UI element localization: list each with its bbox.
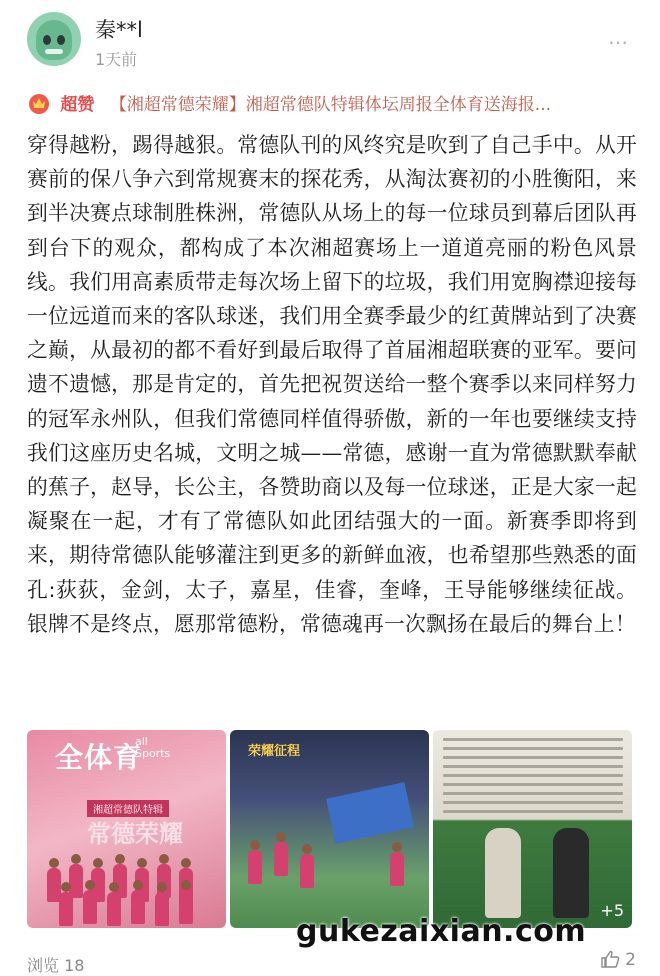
topic-tag: 超赞: [60, 95, 95, 115]
post-header: [0, 0, 660, 80]
player: [131, 890, 145, 924]
coach-figure: [485, 828, 521, 918]
image-magazine-spread[interactable]: [230, 730, 429, 928]
post-time: 1天前: [95, 50, 138, 69]
player-figure: [553, 828, 589, 918]
team-photo: [37, 838, 217, 924]
player: [390, 852, 404, 886]
image-grid: [27, 730, 633, 928]
watermark: gukezaixian.com: [296, 914, 587, 949]
like-button[interactable]: [600, 950, 636, 970]
player: [274, 842, 288, 876]
magazine-subtitle: [135, 736, 170, 760]
player: [59, 892, 73, 926]
view-count: 浏览 18: [27, 956, 85, 975]
avatar-eye: [43, 35, 51, 45]
image-magazine-cover[interactable]: [27, 730, 226, 928]
avatar-face: [36, 20, 72, 60]
crown-icon: [27, 91, 51, 115]
user-avatar[interactable]: [27, 12, 81, 66]
avatar-mouth: [45, 49, 63, 54]
magazine-headline: 常德荣耀: [87, 820, 183, 848]
article-text-block: [443, 738, 623, 819]
player: [300, 854, 314, 888]
post-footer: [0, 945, 660, 976]
more-images-count[interactable]: +5: [600, 901, 624, 920]
username[interactable]: 秦**l: [95, 18, 143, 42]
image-magazine-page[interactable]: [433, 730, 632, 928]
player: [179, 890, 193, 924]
magazine-label: 湘超常德队特辑: [87, 800, 169, 817]
magazine-title: 全体育: [55, 741, 143, 774]
topic-link[interactable]: 【湘超常德荣耀】湘超常德队特辑体坛周报全体育送海报...: [109, 95, 552, 115]
player: [248, 850, 262, 884]
team-flag: [326, 782, 414, 844]
topic-row[interactable]: [27, 90, 637, 120]
thumbs-up-icon: [600, 950, 620, 968]
more-options-icon[interactable]: ⋯: [608, 30, 630, 54]
magazine-sub-line: all: [135, 735, 148, 748]
like-count: 2: [625, 950, 636, 970]
avatar-eye: [57, 35, 65, 45]
spread-title: 荣耀征程: [248, 744, 301, 759]
magazine-sub-line: Sports: [135, 747, 171, 760]
player: [155, 892, 169, 926]
post-body: 穿得越粉，踢得越狠。常德队刊的风终究是吹到了自己手中。从开赛前的保八争六到常规赛末的探花秀，从淘汰赛初的小胜衡阳，来到半决赛点球制胜株洲，常德队从场上的每一位球员到幕后团队再到台下的观众，都构成了本次湘超赛场上一道道亮丽的粉色风景线。我们用高素质带走每次场上留下的垃圾，我们用宽胸襟迎接每一位远道而来的客队球迷，我们用全赛季最少的红黄牌站到了决赛之巅，从最初的都不看好到最后取得了首届湘超联赛的亚军。要问遗不遗憾，那是肯定的，首先把祝贺送给一整个赛季以来同样努力的冠军永州队，但我们常德同样值得骄傲，新的一年也要继续支持我们这座历史名城，文明之城——常德，感谢一直为常德默默奉献的蕉子，赵导，长公主，各赞助商以及每一位球迷，正是大家一起凝聚在一起，才有了常德队如此团结强大的一面。新赛季即将到来，期待常德队能够灌注到更多的新鲜血液，也希望那些熟悉的面孔:荻荻，金剑，太子，嘉星，佳睿，奎峰，王导能够继续征战。银牌不是终点，愿那常德粉，常德魂再一次飘扬在最后的舞台上！: [27, 133, 637, 636]
player: [83, 890, 97, 924]
player: [107, 892, 121, 926]
